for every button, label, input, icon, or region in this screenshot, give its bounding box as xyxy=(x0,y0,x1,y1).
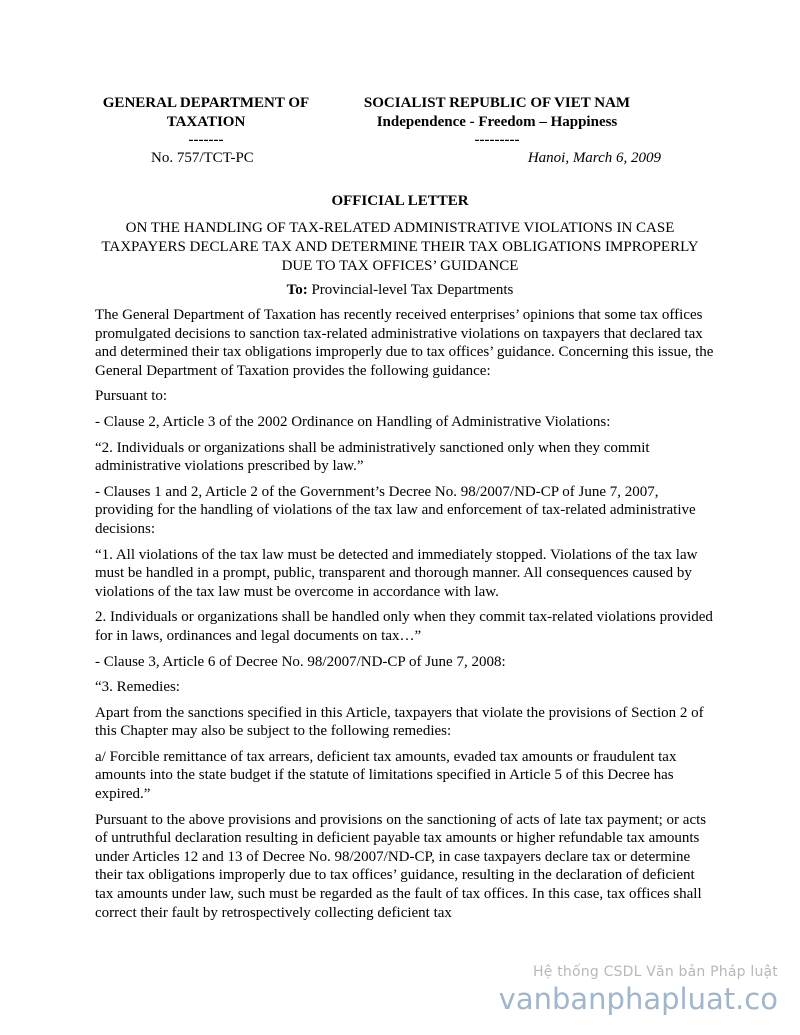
motto-line: Independence - Freedom – Happiness xyxy=(376,113,618,130)
paragraph: - Clause 3, Article 6 of Decree No. 98/2007/ND-CP of June 7, 2008: xyxy=(95,653,506,670)
document-number: No. 757/TCT-PC xyxy=(151,150,254,166)
document-title: OFFICIAL LETTER xyxy=(331,193,469,209)
country-name: SOCIALIST REPUBLIC OF VIET NAM xyxy=(363,95,631,111)
watermark-site: vanbanphapluat.co xyxy=(498,982,778,1016)
issuing-agency xyxy=(86,94,326,150)
paragraph: “3. Remedies: xyxy=(95,679,180,696)
paragraph: “1. All violations of the tax law must be detected and immediately stopped. Violations of the tax law must be handled in a prompt, public, transparent and thorough manner. All consequences caused by violations of the tax law must be overcome in accordance with law. xyxy=(95,546,698,600)
paragraph: - Clause 2, Article 3 of the 2002 Ordinance on Handling of Administrative Violations: xyxy=(95,413,611,430)
paragraph: The General Department of Taxation has recently received enterprises’ opinions that some tax offices promulgated decisions to sanction tax-related administrative violations on taxpayers that declared tax and determined their tax obligations improperly due to tax offices’ guidance. Concerning this issue, the General Department of Taxation provides the following guidance: xyxy=(95,307,714,379)
paragraph: a/ Forcible remittance of tax arrears, deficient tax amounts, evaded tax amounts or fraudulent tax amounts into the state budget if the statute of limitations specified in Article 5 of this Decree has expired.” xyxy=(95,748,677,803)
document-date: Hanoi, March 6, 2009 xyxy=(527,150,661,166)
paragraph: - Clauses 1 and 2, Article 2 of the Government’s Decree No. 98/2007/ND-CP of June 7, 2007, providing for the handling of violations of the tax law and enforcement of tax-related administrative decisions: xyxy=(95,483,696,537)
national-motto xyxy=(352,94,642,150)
document-subtitle: ON THE HANDLING OF TAX-RELATED ADMINISTRATIVE VIOLATIONS IN CASE TAXPAYERS DECLARE TAX AND DETERMINE THEIR TAX OBLIGATIONS IMPROPERLY DUE TO TAX OFFICES’ GUIDANCE xyxy=(101,220,699,274)
agency-line-2: TAXATION xyxy=(166,113,246,130)
document-header xyxy=(0,94,800,166)
paragraph: 2. Individuals or organizations shall be handled only when they commit tax-related violations provided for in laws, ordinances and legal documents on tax…” xyxy=(95,609,713,644)
motto-separator: --------- xyxy=(474,132,520,148)
document-body xyxy=(95,306,715,929)
paragraph: Pursuant to: xyxy=(95,388,168,405)
watermark-caption: Hệ thống CSDL Văn bản Pháp luật xyxy=(533,964,778,980)
recipient-label: To: xyxy=(286,282,308,298)
agency-line-1: GENERAL DEPARTMENT OF xyxy=(102,95,310,111)
paragraph: Pursuant to the above provisions and provisions on the sanctioning of acts of late tax payment; or acts of untruthful declaration resulting in deficient payable tax amounts or higher refundable tax amounts under Articles 12 and 13 of Decree No. 98/2007/ND-CP, in case taxpayers declare tax or determine their tax obligations improperly due to tax offices’ guidance, resulting in the declaration of deficient tax amounts under law, such must be regarded as the fault of tax offices. In this case, tax offices shall correct their fault by retrospectively collecting deficient tax xyxy=(95,811,707,921)
paragraph: Apart from the sanctions specified in this Article, taxpayers that violate the provisions of Section 2 of this Chapter may also be subject to the following remedies: xyxy=(95,704,704,740)
paragraph: “2. Individuals or organizations shall be administratively sanctioned only when they commit administrative violations prescribed by law.” xyxy=(95,439,650,475)
watermark xyxy=(499,964,778,1016)
recipient-text: Provincial-level Tax Departments xyxy=(307,282,514,298)
agency-separator: ------- xyxy=(188,132,224,148)
recipient-line xyxy=(0,282,800,299)
